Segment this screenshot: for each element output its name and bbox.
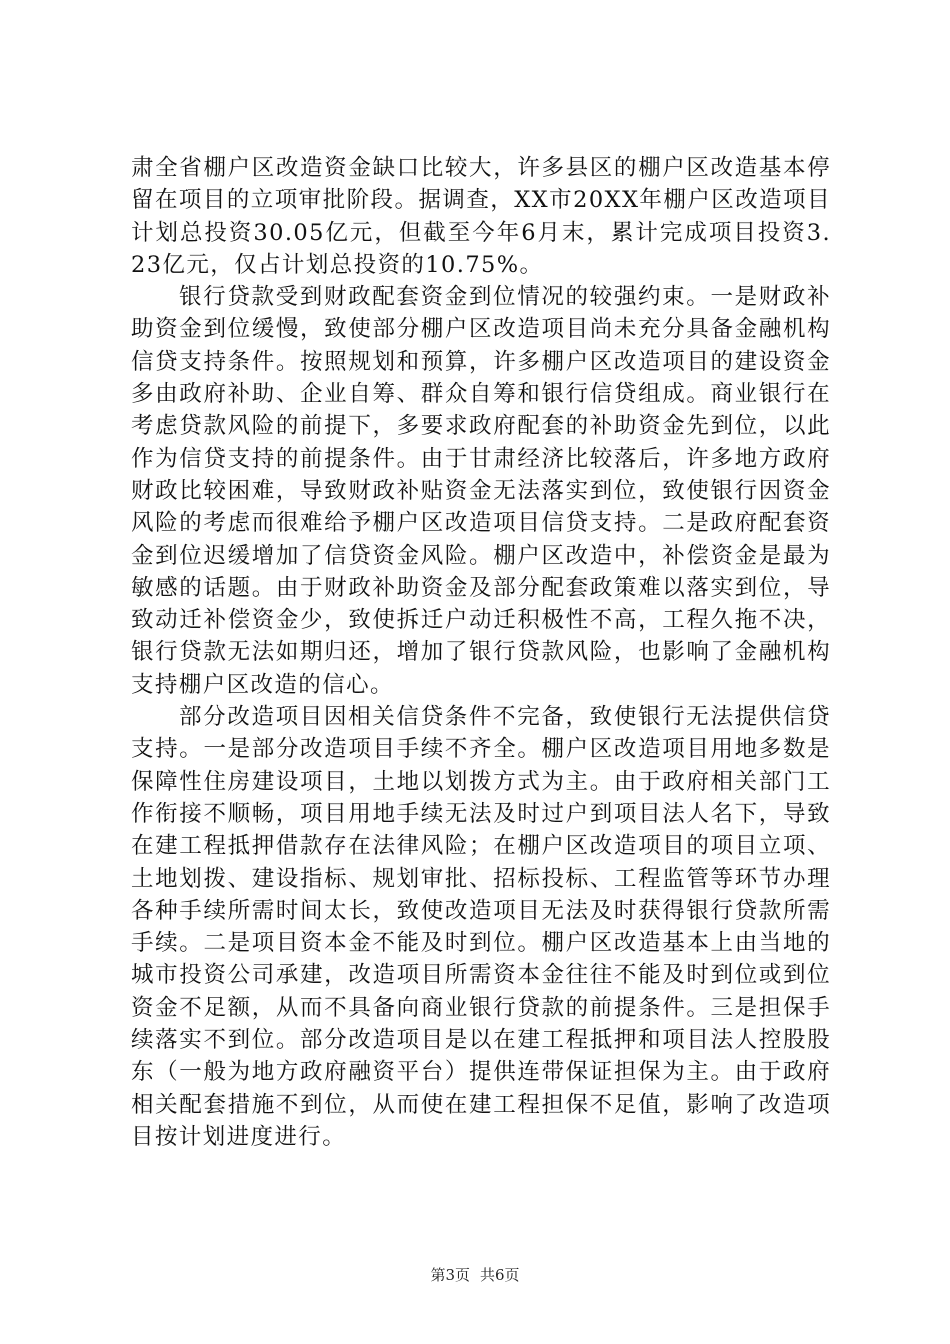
paragraph-continuation: 肃全省棚户区改造资金缺口比较大，许多县区的棚户区改造基本停留在项目的立项审批阶段。据调查，XX市20XX年棚户区改造项目计划总投资30.05亿元，但截至今年6月末，累计完成项目投资3.23亿元，仅占计划总投资的10.75%。: [131, 155, 831, 278]
paragraph-credit-conditions: 部分改造项目因相关信贷条件不完备，致使银行无法提供信贷支持。一是部分改造项目手续不齐全。棚户区改造项目用地多数是保障性住房建设项目，土地以划拨方式为主。由于政府相关部门工作衔接不顺畅，项目用地手续无法及时过户到项目法人名下，导致在建工程抵押借款存在法律风险；在棚户区改造项目的项目立项、土地划拨、建设指标、规划审批、招标投标、工程监管等环节办理各种手续所需时间太长，致使改造项目无法及时获得银行贷款所需手续。二是项目资本金不能及时到位。棚户区改造基本上由当地的城市投资公司承建，改造项目所需资本金往往不能及时到位或到位资金不足额，从而不具备向商业银行贷款的前提条件。三是担保手续落实不到位。部分改造项目是以在建工程抵押和项目法人控股股东（一般为地方政府融资平台）提供连带保证担保为主。由于政府相关配套措施不到位，从而使在建工程担保不足值，影响了改造项目按计划进度进行。: [131, 704, 831, 1150]
page-footer: [0, 1265, 950, 1285]
page-total: 共6页: [480, 1266, 520, 1284]
paragraph-bank-loan-constraints: 银行贷款受到财政配套资金到位情况的较强约束。一是财政补助资金到位缓慢，致使部分棚户区改造项目尚未充分具备金融机构信贷支持条件。按照规划和预算，许多棚户区改造项目的建设资金多由政府补助、企业自筹、群众自筹和银行信贷组成。商业银行在考虑贷款风险的前提下，多要求政府配套的补助资金先到位，以此作为信贷支持的前提条件。由于甘肃经济比较落后，许多地方政府财政比较困难，导致财政补贴资金无法落实到位，致使银行因资金风险的考虑而很难给予棚户区改造项目信贷支持。二是政府配套资金到位迟缓增加了信贷资金风险。棚户区改造中，补偿资金是最为敏感的话题。由于财政补助资金及部分配套政策难以落实到位，导致动迁补偿资金少，致使拆迁户动迁积极性不高，工程久拖不决，银行贷款无法如期归还，增加了银行贷款风险，也影响了金融机构支持棚户区改造的信心。: [131, 284, 831, 698]
page-number: 第3页: [430, 1266, 470, 1284]
document-body: [131, 152, 831, 1153]
